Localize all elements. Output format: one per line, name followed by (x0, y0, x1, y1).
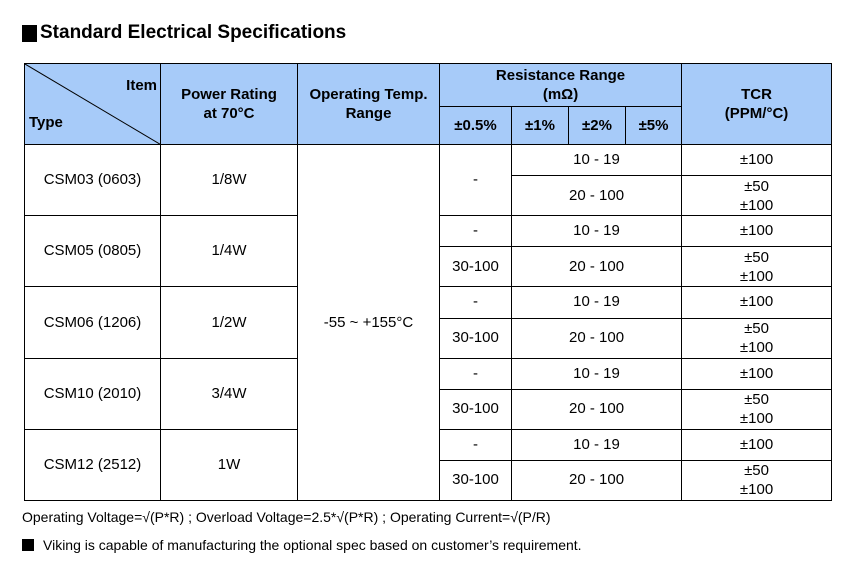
tcr-value-a: ±50 (744, 320, 769, 338)
op-voltage-label: Operating Voltage= (22, 509, 143, 525)
power-cell: 1W (161, 429, 298, 500)
tcr-value-b: ±100 (739, 267, 774, 285)
tcr-cell: ±100 (682, 216, 832, 247)
tcr-value-b: ±100 (739, 196, 774, 214)
tcr-cell (682, 247, 832, 287)
tcr-cell (682, 176, 832, 216)
header-power-rating (161, 64, 298, 145)
range-cell: 20 - 100 (512, 247, 682, 287)
tcr-cell: ±100 (682, 145, 832, 176)
tcr-cell: ±100 (682, 429, 832, 460)
op-current-expr: (P/R) (517, 509, 551, 525)
power-rating-line2: at 70°C (203, 105, 255, 123)
power-rating-line1: Power Rating (181, 86, 277, 104)
overload-expr: (P*R) (344, 509, 379, 525)
tol05-cell: 30-100 (440, 460, 512, 500)
header-tol-0-5: ±0.5% (440, 107, 512, 145)
tol05-cell: - (440, 216, 512, 247)
type-cell: CSM05 (0805) (25, 216, 161, 287)
range-cell: 10 - 19 (512, 358, 682, 389)
type-cell: CSM03 (0603) (25, 145, 161, 216)
viking-note-text: Viking is capable of manufacturing the optional spec based on customer’s requirement. (43, 537, 582, 553)
table-row (25, 145, 832, 176)
tol05-cell: 30-100 (440, 389, 512, 429)
op-temp-cell: -55 ~ +155°C (298, 145, 440, 501)
tol05-cell: - (440, 287, 512, 318)
sqrt-symbol: √ (510, 509, 518, 525)
tcr-value-a: ±50 (744, 248, 769, 266)
page-title (22, 22, 346, 44)
sqrt-icon (336, 509, 344, 525)
tcr-cell: ±100 (682, 287, 832, 318)
resistance-line2: (mΩ) (542, 86, 579, 104)
sqrt-icon (510, 509, 518, 525)
sqrt-icon (142, 509, 150, 525)
range-cell: 10 - 19 (512, 287, 682, 318)
tol05-cell: 30-100 (440, 318, 512, 358)
viking-note (22, 537, 582, 553)
tol05-cell: - (440, 429, 512, 460)
tcr-value-a: ±50 (744, 177, 769, 195)
header-row-1 (25, 64, 832, 107)
type-cell: CSM10 (2010) (25, 358, 161, 429)
tcr-value-b: ±100 (739, 410, 774, 428)
resistance-line1: Resistance Range (495, 67, 626, 85)
header-item: Item (126, 77, 157, 94)
range-cell: 20 - 100 (512, 176, 682, 216)
op-temp-line2: Range (345, 105, 392, 123)
range-cell: 20 - 100 (512, 389, 682, 429)
power-cell: 1/8W (161, 145, 298, 216)
tol05-cell: 30-100 (440, 247, 512, 287)
tcr-line2: (PPM/°C) (724, 105, 789, 123)
spec-table (24, 63, 832, 501)
range-cell: 10 - 19 (512, 145, 682, 176)
range-cell: 20 - 100 (512, 460, 682, 500)
tcr-cell (682, 318, 832, 358)
range-cell: 20 - 100 (512, 318, 682, 358)
voltage-current-note (22, 509, 551, 525)
tcr-value-b: ±100 (739, 339, 774, 357)
power-cell: 3/4W (161, 358, 298, 429)
tol05-cell: - (440, 358, 512, 389)
header-tol-1: ±1% (512, 107, 569, 145)
header-type: Type (29, 114, 63, 132)
op-current-label: ; Operating Current= (378, 509, 511, 525)
tcr-cell (682, 389, 832, 429)
tcr-line1: TCR (741, 86, 772, 104)
header-tol-2: ±2% (569, 107, 626, 145)
tcr-value-a: ±50 (744, 462, 769, 480)
title-bullet-square (22, 25, 37, 42)
tcr-value-a: ±50 (744, 391, 769, 409)
power-cell: 1/2W (161, 287, 298, 358)
header-tol-5: ±5% (626, 107, 682, 145)
tcr-value-b: ±100 (739, 481, 774, 499)
op-voltage-expr: (P*R) (149, 509, 185, 525)
power-cell: 1/4W (161, 216, 298, 287)
note-bullet-square (22, 539, 34, 551)
tcr-cell (682, 460, 832, 500)
type-cell: CSM06 (1206) (25, 287, 161, 358)
sqrt-symbol: √ (142, 509, 150, 525)
overload-label: ; Overload Voltage=2.5* (184, 509, 337, 525)
tcr-cell: ±100 (682, 358, 832, 389)
header-operating-temp (298, 64, 440, 145)
type-cell: CSM12 (2512) (25, 429, 161, 500)
op-temp-line1: Operating Temp. (309, 86, 428, 104)
range-cell: 10 - 19 (512, 429, 682, 460)
header-tcr (682, 64, 832, 145)
title-text: Standard Electrical Specifications (40, 22, 347, 43)
sqrt-symbol: √ (336, 509, 345, 525)
header-resistance-range (440, 64, 682, 107)
range-cell: 10 - 19 (512, 216, 682, 247)
tol05-cell: - (440, 145, 512, 216)
item-type-header-cell (25, 64, 161, 145)
